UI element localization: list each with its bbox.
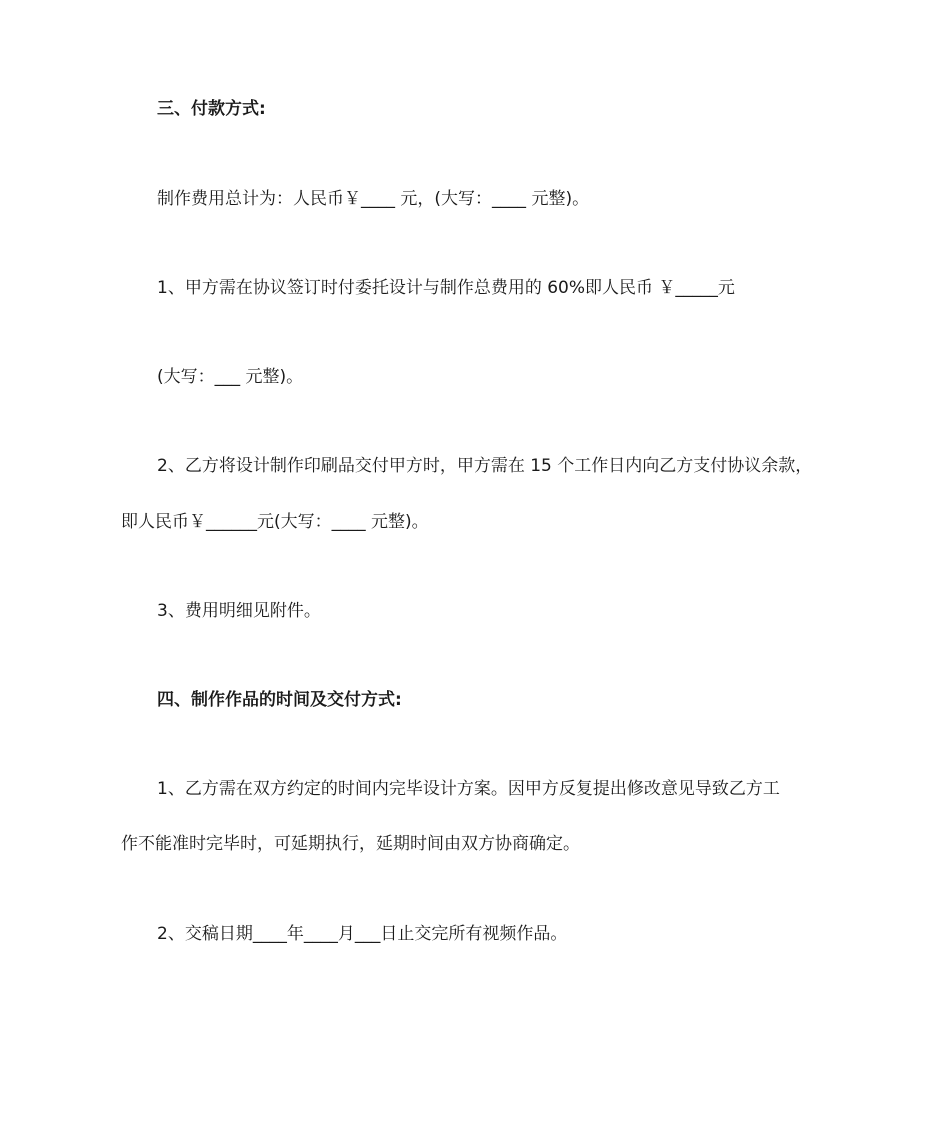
payment-item-2-line-2: 即人民币￥______元(大写：____ 元整)。	[121, 512, 429, 532]
section-3-heading: 三、付款方式:	[157, 99, 266, 119]
payment-item-3: 3、费用明细见附件。	[157, 601, 321, 621]
total-fee-line: 制作费用总计为：人民币￥____ 元，(大写：____ 元整)。	[157, 189, 590, 209]
payment-item-1-line-1: 1、甲方需在协议签订时付委托设计与制作总费用的 60%即人民币 ￥_____元	[157, 278, 735, 298]
delivery-item-1-line-2: 作不能准时完毕时，可延期执行，延期时间由双方协商确定。	[121, 834, 580, 854]
delivery-item-1-line-1: 1、乙方需在双方约定的时间内完毕设计方案。因甲方反复提出修改意见导致乙方工	[157, 779, 780, 799]
payment-item-1-line-2: (大写：___ 元整)。	[157, 367, 304, 387]
delivery-item-2: 2、交稿日期____年____月___日止交完所有视频作品。	[157, 924, 568, 944]
section-4-heading: 四、制作作品的时间及交付方式:	[157, 690, 402, 710]
payment-item-2-line-1: 2、乙方将设计制作印刷品交付甲方时，甲方需在 15 个工作日内向乙方支付协议余款，	[157, 456, 813, 476]
